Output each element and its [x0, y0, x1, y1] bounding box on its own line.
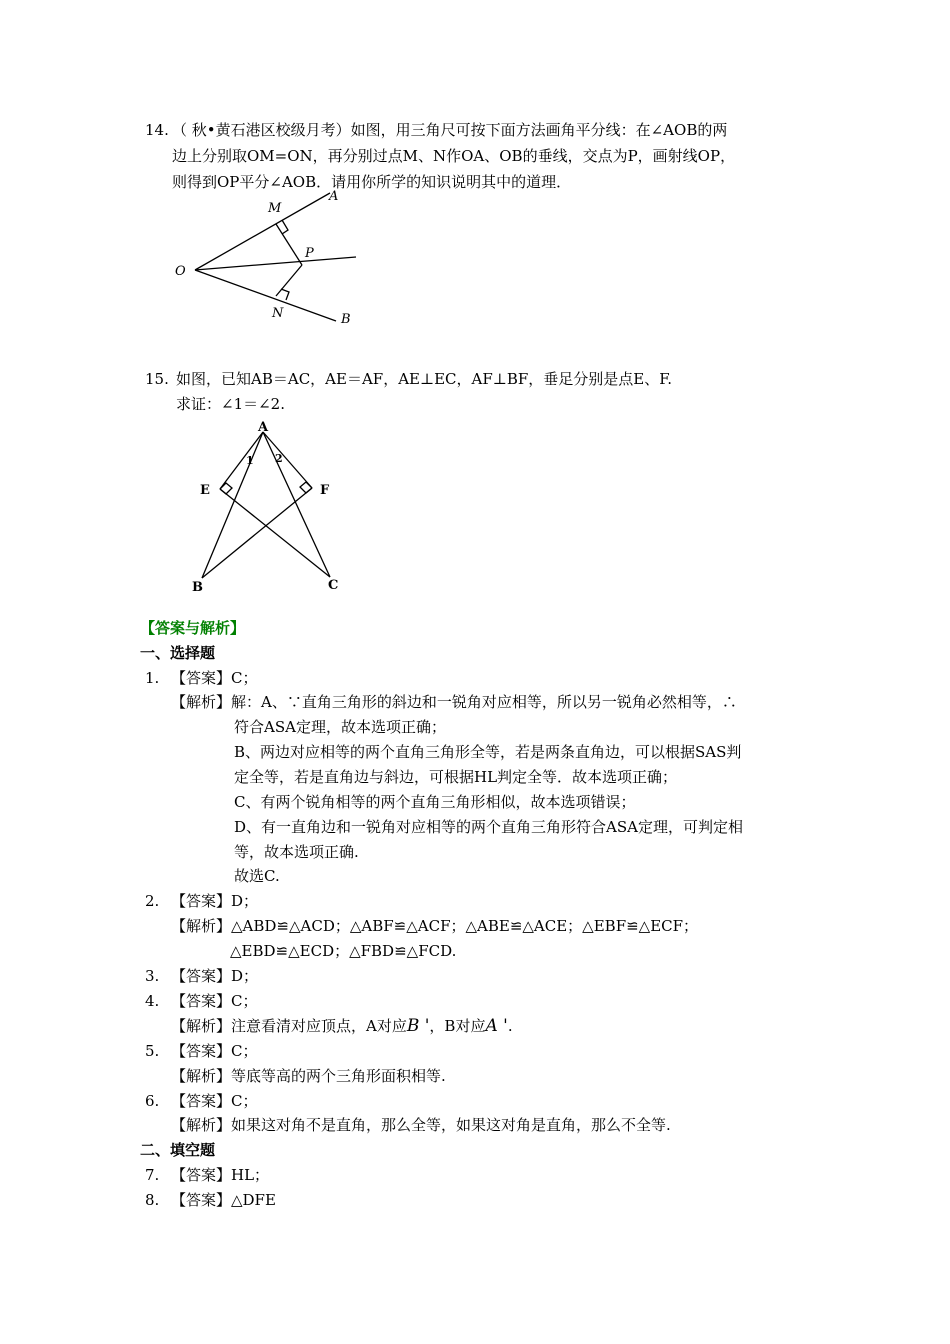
section-heading: 一、选择题 — [140, 644, 216, 662]
analysis-prefix: 【解析】注意看清对应顶点，A对应 — [171, 1017, 407, 1035]
analysis-line — [171, 1016, 513, 1036]
right-angle-mark-m — [282, 220, 288, 234]
ray-op — [195, 257, 356, 270]
answer-number: 5. — [145, 1042, 160, 1060]
answer-number: 8. — [145, 1191, 160, 1209]
right-angle-mark-e — [220, 483, 232, 494]
label-a: A — [329, 189, 339, 204]
answer-number: 4. — [145, 992, 160, 1010]
segment-ac — [263, 432, 330, 577]
answer-number: 1. — [145, 669, 160, 687]
question-text-line: 如图，已知AB＝AC，AE＝AF，AE⊥EC，AF⊥BF，垂足分别是点E、F. — [176, 370, 673, 388]
analysis-mid: ，B对应 — [429, 1017, 486, 1035]
answer-text: 【答案】C； — [171, 992, 258, 1010]
label-c: C — [328, 578, 339, 593]
analysis-line: 【解析】△ABD≌△ACD；△ABF≌△ACF；△ABE≌△ACE；△EBF≌△ECF； — [171, 917, 699, 935]
analysis-line: 【解析】解：A、∵直角三角形的斜边和一锐角对应相等，所以另一锐角必然相等，∴ — [171, 693, 737, 711]
label-a: A — [258, 420, 269, 435]
right-angle-mark-f — [300, 482, 312, 493]
analysis-line: D、有一直角边和一锐角对应相等的两个直角三角形符合ASA定理，可判定相 — [234, 818, 743, 836]
angle-bisector-figure — [168, 185, 368, 330]
a-prime: A ' — [485, 1016, 508, 1036]
analysis-line: 等，故本选项正确. — [234, 843, 359, 861]
ray-ob — [195, 270, 336, 321]
question-text-line: （ 秋•黄石港区校级月考）如图，用三角尺可按下面方法画角平分线：在∠AOB的两 — [172, 121, 728, 139]
segment-af — [263, 432, 312, 488]
label-b: B — [192, 580, 203, 595]
answer-number: 2. — [145, 892, 160, 910]
b-prime: B ' — [406, 1016, 430, 1036]
analysis-line: B、两边对应相等的两个直角三角形全等，若是两条直角边，可以根据SAS判 — [234, 743, 742, 761]
analysis-line: 符合ASA定理，故本选项正确； — [234, 718, 446, 736]
label-m: M — [268, 201, 282, 216]
answer-number: 3. — [145, 967, 160, 985]
triangle-figure — [190, 415, 355, 600]
answer-text: 【答案】D； — [171, 967, 259, 985]
answer-text: 【答案】D； — [171, 892, 259, 910]
label-angle-1: 1 — [246, 454, 254, 467]
label-e: E — [200, 483, 210, 498]
section-heading: 二、填空题 — [140, 1141, 216, 1159]
label-b: B — [341, 312, 351, 327]
question-text-line: 边上分别取OM=ON，再分别过点M、N作OA、OB的垂线，交点为P，画射线OP， — [172, 147, 736, 165]
segment-bf — [202, 488, 312, 578]
answer-text: 【答案】C； — [171, 1042, 258, 1060]
analysis-line: 【解析】如果这对角不是直角，那么全等，如果这对角是直角，那么不全等. — [171, 1116, 671, 1134]
question-text-line: 则得到OP平分∠AOB．请用你所学的知识说明其中的道理． — [172, 173, 572, 191]
analysis-line: 故选C. — [234, 867, 280, 885]
answer-number: 7. — [145, 1166, 160, 1184]
analysis-line: 【解析】等底等高的两个三角形面积相等. — [171, 1067, 446, 1085]
answer-number: 6. — [145, 1092, 160, 1110]
label-o: O — [175, 264, 186, 279]
right-angle-mark-n — [281, 289, 289, 300]
answer-text: 【答案】C； — [171, 1092, 258, 1110]
question-text-line: 求证：∠1＝∠2. — [176, 395, 285, 413]
analysis-line: C、有两个锐角相等的两个直角三角形相似，故本选项错误； — [234, 793, 636, 811]
answer-text: 【答案】C； — [171, 669, 258, 687]
answer-text: 【答案】HL； — [171, 1166, 270, 1184]
answers-heading: 【答案与解析】 — [140, 619, 246, 637]
segment-ae — [220, 432, 263, 489]
question-number: 15. — [145, 370, 169, 388]
segment-ec — [220, 489, 330, 577]
segment-ab — [202, 432, 263, 578]
question-number: 14. — [145, 121, 169, 139]
label-n: N — [272, 306, 284, 321]
answer-text: 【答案】△DFE — [171, 1191, 276, 1209]
analysis-line: △EBD≌△ECD；△FBD≌△FCD. — [230, 942, 457, 960]
label-f: F — [320, 483, 330, 498]
segment-mp — [276, 224, 302, 265]
label-p: P — [305, 246, 314, 261]
analysis-end: . — [507, 1017, 513, 1035]
label-angle-2: 2 — [275, 452, 283, 465]
analysis-line: 定全等，若是直角边与斜边，可根据HL判定全等．故本选项正确； — [234, 768, 678, 786]
